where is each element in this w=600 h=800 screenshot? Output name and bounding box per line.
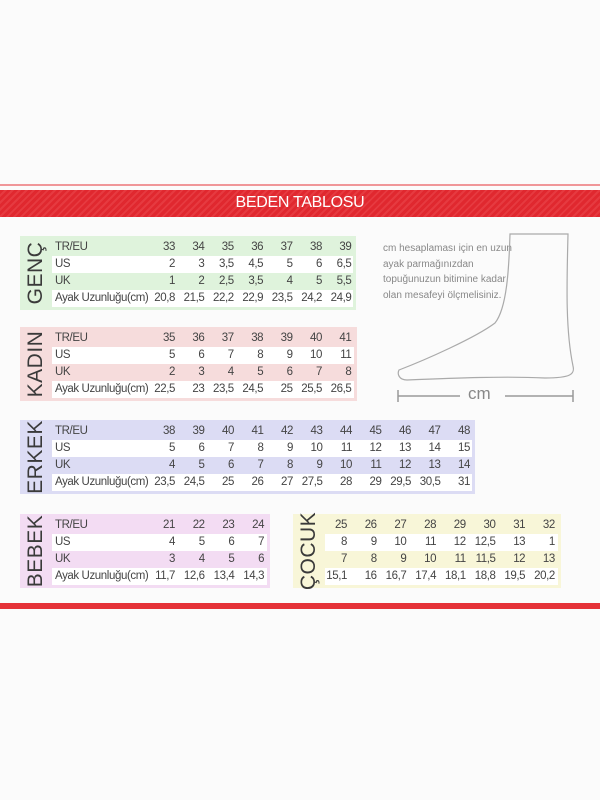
size-cell: 8 xyxy=(341,536,347,548)
size-cell: 6 xyxy=(316,258,322,270)
row-label: Ayak Uzunluğu(cm) xyxy=(55,570,149,582)
row-label: US xyxy=(55,258,71,270)
measure-label: cm xyxy=(468,384,491,403)
size-cell: 24,2 xyxy=(301,292,322,304)
size-cell: 6,5 xyxy=(336,258,352,270)
size-cell: 3 xyxy=(198,366,205,378)
size-cell: 42 xyxy=(281,425,293,437)
foot-outline-icon xyxy=(395,228,585,408)
size-cell: 15,1 xyxy=(326,570,347,582)
size-cell: 29 xyxy=(453,519,466,531)
size-cell: 13 xyxy=(428,459,441,471)
size-cell: 12 xyxy=(369,442,382,454)
size-cell: 26 xyxy=(251,476,264,488)
table-row xyxy=(52,474,472,491)
category-sidebar xyxy=(20,514,52,588)
table-row xyxy=(52,256,353,273)
size-cell: 9 xyxy=(400,553,407,565)
table-row xyxy=(52,290,353,307)
size-cell: 7 xyxy=(228,442,234,454)
size-cell: 44 xyxy=(340,425,352,437)
size-cell: 40 xyxy=(310,332,322,344)
size-cell: 11 xyxy=(340,349,352,361)
size-cell: 5 xyxy=(198,536,205,548)
size-cell: 5 xyxy=(286,258,293,270)
category-sidebar xyxy=(20,236,52,310)
size-cell: 18,8 xyxy=(474,570,496,582)
size-cell: 27 xyxy=(281,476,293,488)
size-cell: 39 xyxy=(339,241,352,253)
table-row xyxy=(325,517,558,534)
size-cell: 2 xyxy=(169,258,175,270)
category-label: ERKEK xyxy=(24,420,47,494)
size-cell: 5 xyxy=(228,553,235,565)
size-cell: 6 xyxy=(198,349,205,361)
row-label: TR/EU xyxy=(55,519,88,531)
table-row xyxy=(52,457,472,474)
size-cell: 17,4 xyxy=(415,570,437,582)
size-cell: 4 xyxy=(286,275,293,287)
page-title: BEDEN TABLOSU xyxy=(235,194,365,211)
row-label: Ayak Uzunluğu(cm) xyxy=(55,292,149,304)
size-cell: 11 xyxy=(370,459,382,471)
size-cell: 13 xyxy=(399,442,411,454)
size-cell: 3,5 xyxy=(248,275,264,287)
size-cell: 5 xyxy=(198,459,205,471)
table-row xyxy=(325,568,558,585)
size-cell: 21,5 xyxy=(183,292,205,304)
size-cell: 10 xyxy=(310,349,322,361)
size-cell: 20,2 xyxy=(534,570,555,582)
size-cell: 1 xyxy=(169,275,175,287)
size-cell: 28 xyxy=(340,476,352,488)
table-row xyxy=(52,239,353,256)
size-table-bebek xyxy=(20,514,270,588)
size-cell: 3 xyxy=(198,258,205,270)
size-cell: 23,5 xyxy=(271,292,293,304)
size-cell: 29,5 xyxy=(390,476,411,488)
size-cell: 11 xyxy=(454,553,466,565)
size-cell: 8 xyxy=(287,459,293,471)
size-cell: 7 xyxy=(257,459,264,471)
size-cell: 38 xyxy=(310,241,322,253)
size-cell: 30,5 xyxy=(419,476,441,488)
category-sidebar xyxy=(20,327,52,401)
bottom-divider xyxy=(0,603,600,609)
size-cell: 24,5 xyxy=(183,476,205,488)
size-cell: 29 xyxy=(369,476,382,488)
table-row xyxy=(52,517,267,534)
size-cell: 5 xyxy=(316,275,322,287)
row-label: US xyxy=(55,349,71,361)
size-cell: 41 xyxy=(251,425,264,437)
size-cell: 34 xyxy=(192,241,205,253)
size-cell: 5 xyxy=(169,442,175,454)
size-cell: 4 xyxy=(227,366,234,378)
table-row xyxy=(325,551,558,568)
size-cell: 25 xyxy=(335,519,347,531)
size-cell: 9 xyxy=(316,459,323,471)
size-cell: 7 xyxy=(316,366,322,378)
size-cell: 24,9 xyxy=(330,292,352,304)
size-cell: 11,5 xyxy=(475,553,496,565)
table-row xyxy=(52,381,354,398)
size-cell: 22,5 xyxy=(154,383,175,395)
category-sidebar xyxy=(20,420,52,494)
size-cell: 45 xyxy=(369,425,382,437)
size-cell: 48 xyxy=(458,425,470,437)
size-cell: 12 xyxy=(453,536,466,548)
size-cell: 11,7 xyxy=(155,570,175,582)
table-row xyxy=(52,330,354,347)
size-cell: 24 xyxy=(252,519,265,531)
size-cell: 6 xyxy=(286,366,293,378)
size-cell: 8 xyxy=(257,442,264,454)
size-cell: 25 xyxy=(222,476,234,488)
size-cell: 24,5 xyxy=(242,383,264,395)
size-cell: 10 xyxy=(340,459,352,471)
size-cell: 6 xyxy=(228,459,234,471)
size-cell: 6 xyxy=(198,442,205,454)
size-cell: 4 xyxy=(198,553,205,565)
size-cell: 4 xyxy=(169,459,175,471)
table-row xyxy=(325,534,558,551)
size-cell: 30 xyxy=(483,519,496,531)
size-cell: 10 xyxy=(394,536,407,548)
size-cell: 16 xyxy=(364,570,377,582)
size-cell: 35 xyxy=(163,332,175,344)
size-cell: 20,8 xyxy=(154,292,175,304)
size-cell: 5 xyxy=(257,366,264,378)
size-table-erkek xyxy=(20,420,475,494)
size-cell: 26 xyxy=(364,519,377,531)
size-cell: 37 xyxy=(280,241,293,253)
title-banner xyxy=(0,190,600,217)
size-cell: 12,5 xyxy=(474,536,496,548)
table-row xyxy=(52,440,472,457)
size-cell: 26,5 xyxy=(330,383,352,395)
size-cell: 25 xyxy=(280,383,293,395)
row-label: TR/EU xyxy=(55,425,88,437)
size-cell: 27,5 xyxy=(301,476,323,488)
row-label: Ayak Uzunluğu(cm) xyxy=(55,476,149,488)
size-table-cocuk xyxy=(293,511,561,591)
size-cell: 14 xyxy=(458,459,470,471)
table-row xyxy=(52,534,267,551)
size-cell: 23 xyxy=(192,383,205,395)
table-row xyxy=(52,568,267,585)
category-label: BEBEK xyxy=(24,514,47,588)
size-table-kadin xyxy=(20,327,357,401)
size-cell: 5 xyxy=(169,349,175,361)
size-cell: 39 xyxy=(280,332,293,344)
size-cell: 10 xyxy=(310,442,323,454)
size-cell: 8 xyxy=(257,349,264,361)
table-row xyxy=(52,364,354,381)
size-cell: 13,4 xyxy=(213,570,235,582)
size-cell: 31 xyxy=(458,476,470,488)
size-cell: 12 xyxy=(399,459,411,471)
size-cell: 6 xyxy=(258,553,265,565)
size-cell: 1 xyxy=(548,536,555,548)
row-label: UK xyxy=(55,459,71,471)
size-cell: 4 xyxy=(169,536,175,548)
size-cell: 9 xyxy=(286,349,293,361)
size-cell: 11 xyxy=(424,536,437,548)
row-label: UK xyxy=(55,275,71,287)
size-cell: 22,2 xyxy=(213,292,234,304)
size-cell: 2,5 xyxy=(219,275,234,287)
row-label: TR/EU xyxy=(55,241,88,253)
category-label: ÇOCUK xyxy=(297,511,320,591)
top-divider xyxy=(0,184,600,186)
size-cell: 25,5 xyxy=(301,383,322,395)
size-cell: 15 xyxy=(458,442,470,454)
size-cell: 23,5 xyxy=(154,476,175,488)
row-label: TR/EU xyxy=(55,332,88,344)
size-cell: 22,9 xyxy=(242,292,264,304)
size-cell: 2 xyxy=(198,275,205,287)
size-cell: 11 xyxy=(340,442,352,454)
size-cell: 7 xyxy=(341,553,347,565)
size-cell: 40 xyxy=(222,425,234,437)
table-row xyxy=(52,551,267,568)
size-cell: 39 xyxy=(192,425,205,437)
size-cell: 33 xyxy=(163,241,175,253)
size-cell: 6 xyxy=(228,536,235,548)
size-cell: 46 xyxy=(399,425,411,437)
size-cell: 7 xyxy=(227,349,234,361)
size-cell: 5,5 xyxy=(336,275,352,287)
size-cell: 7 xyxy=(258,536,265,548)
table-row xyxy=(52,347,354,364)
row-label: US xyxy=(55,442,71,454)
size-cell: 2 xyxy=(169,366,175,378)
size-cell: 28 xyxy=(424,519,437,531)
size-cell: 13 xyxy=(542,553,555,565)
size-cell: 38 xyxy=(251,332,264,344)
size-cell: 35 xyxy=(221,241,234,253)
size-cell: 4,5 xyxy=(248,258,264,270)
measurement-note: cm hesaplaması için en uzun ayak parmağınızdan topuğunuzun bitimine kadar olan mesafeyi ölçmelisiniz. xyxy=(383,243,512,301)
category-label: GENÇ xyxy=(24,241,47,305)
size-cell: 3,5 xyxy=(219,258,234,270)
row-label: UK xyxy=(55,366,71,378)
size-cell: 32 xyxy=(542,519,555,531)
size-cell: 8 xyxy=(345,366,352,378)
size-cell: 9 xyxy=(287,442,293,454)
size-cell: 9 xyxy=(370,536,377,548)
size-cell: 10 xyxy=(424,553,437,565)
size-cell: 41 xyxy=(339,332,352,344)
size-cell: 14,3 xyxy=(243,570,265,582)
size-cell: 36 xyxy=(192,332,205,344)
size-cell: 13 xyxy=(513,536,526,548)
category-label: KADIN xyxy=(24,330,47,398)
size-cell: 3 xyxy=(169,553,175,565)
size-cell: 43 xyxy=(310,425,323,437)
row-label: UK xyxy=(55,553,71,565)
row-label: Ayak Uzunluğu(cm) xyxy=(55,383,149,395)
size-cell: 37 xyxy=(221,332,234,344)
size-cell: 22 xyxy=(192,519,205,531)
size-cell: 38 xyxy=(163,425,175,437)
size-cell: 21 xyxy=(163,519,175,531)
size-cell: 18,1 xyxy=(445,570,466,582)
table-row xyxy=(52,423,472,440)
size-cell: 23 xyxy=(222,519,235,531)
size-cell: 14 xyxy=(428,442,441,454)
size-cell: 12,6 xyxy=(183,570,205,582)
size-cell: 12 xyxy=(513,553,526,565)
size-cell: 8 xyxy=(370,553,377,565)
table-row xyxy=(52,273,353,290)
row-label: US xyxy=(55,536,71,548)
size-cell: 36 xyxy=(251,241,264,253)
size-cell: 31 xyxy=(513,519,526,531)
size-cell: 16,7 xyxy=(385,570,407,582)
size-table-genc xyxy=(20,236,356,310)
size-cell: 27 xyxy=(394,519,407,531)
size-cell: 47 xyxy=(428,425,441,437)
size-cell: 23,5 xyxy=(213,383,234,395)
size-cell: 19,5 xyxy=(504,570,526,582)
